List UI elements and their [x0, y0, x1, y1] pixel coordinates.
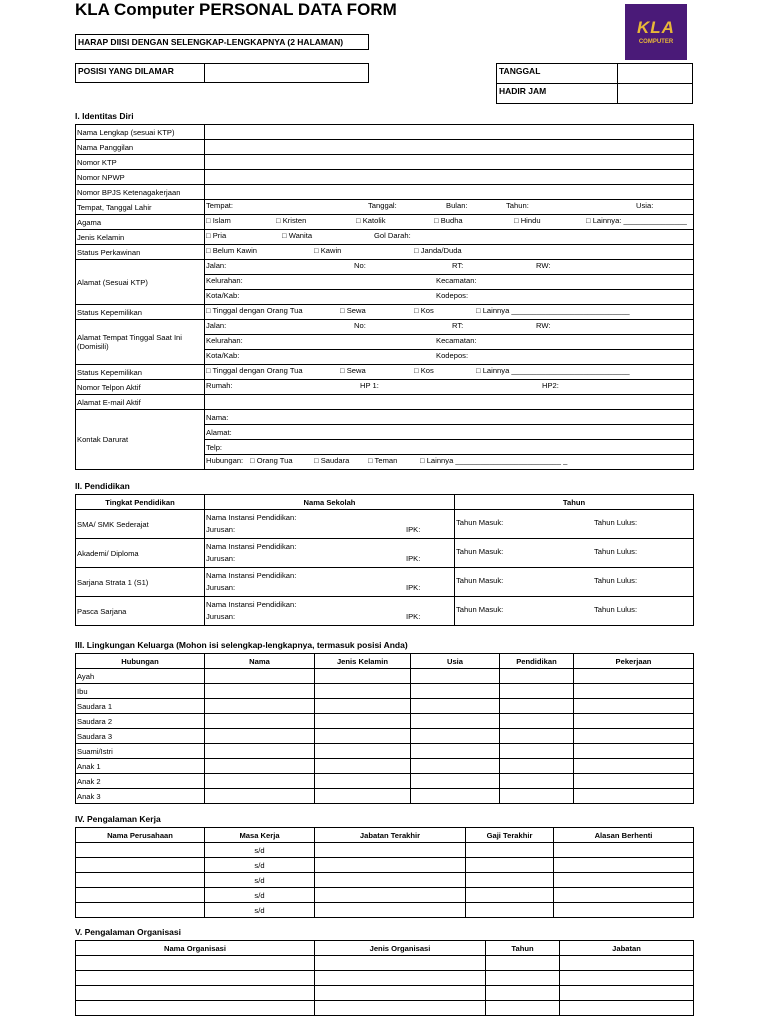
- label-nama-panggilan: Nama Panggilan: [76, 140, 205, 155]
- family-cell-input[interactable]: [205, 669, 315, 684]
- tahun-masuk-label: Tahun Masuk:: [456, 547, 504, 556]
- sk2-sewa-checkbox[interactable]: □ Sewa: [340, 366, 366, 375]
- kodepos-label: Kodepos:: [436, 351, 469, 360]
- family-cell-input[interactable]: [500, 684, 574, 699]
- work-gaji-input[interactable]: [466, 873, 554, 888]
- input-nomor-ktp[interactable]: [205, 155, 694, 170]
- family-cell-input[interactable]: [500, 759, 574, 774]
- edu-jurusan-input[interactable]: [205, 582, 455, 597]
- kelurahan-label: Kelurahan:: [206, 336, 243, 345]
- org-tahun-input[interactable]: [486, 986, 560, 1001]
- table-row: [76, 903, 694, 918]
- col-jenis-kelamin: Jenis Kelamin: [315, 654, 411, 669]
- section-pendidikan-title: II. Pendidikan: [75, 481, 130, 491]
- kelurahan-label: Kelurahan:: [206, 276, 243, 285]
- kota-label: Kota/Kab:: [206, 351, 240, 360]
- tahun-masuk-label: Tahun Masuk:: [456, 576, 504, 585]
- work-jabatan-input[interactable]: [315, 903, 466, 918]
- sk2-kos-checkbox[interactable]: □ Kos: [414, 366, 434, 375]
- hp2-label: HP2:: [542, 381, 559, 390]
- posisi-input[interactable]: [204, 63, 369, 83]
- family-cell-input[interactable]: [315, 774, 411, 789]
- edu-jurusan-input[interactable]: [205, 524, 455, 539]
- edu-jurusan-input[interactable]: [205, 611, 455, 626]
- label-nomor-bpjs: Nomor BPJS Ketenagakerjaan: [76, 185, 205, 200]
- family-cell-input[interactable]: [205, 729, 315, 744]
- family-cell-input[interactable]: [574, 699, 694, 714]
- jurusan-label: Jurusan:: [206, 583, 236, 592]
- input-kd-telp[interactable]: Telp:: [205, 440, 694, 455]
- family-cell-input[interactable]: [411, 714, 500, 729]
- table-row: [76, 669, 694, 684]
- family-cell-input[interactable]: [574, 714, 694, 729]
- work-company-input[interactable]: [76, 858, 205, 873]
- tanggal-label: TANGGAL: [496, 63, 618, 84]
- family-cell-input[interactable]: [574, 774, 694, 789]
- family-cell-input[interactable]: [411, 669, 500, 684]
- input-status-perkawinan[interactable]: [205, 245, 694, 260]
- org-nama-input[interactable]: [76, 956, 315, 971]
- input-nomor-telpon[interactable]: [205, 380, 694, 395]
- family-relation: Ayah: [76, 669, 205, 684]
- sk-sewa-checkbox[interactable]: □ Sewa: [340, 306, 366, 315]
- col-pekerjaan: Pekerjaan: [574, 654, 694, 669]
- input-status-kepemilikan-domisili[interactable]: [205, 365, 694, 380]
- input-kd-hubungan[interactable]: [205, 455, 694, 470]
- label-jenis-kelamin: Jenis Kelamin: [76, 230, 205, 245]
- instruction-box: HARAP DIISI DENGAN SELENGKAP-LENGKAPNYA (2 HALAMAN): [75, 34, 369, 50]
- sk2-lainnya-checkbox[interactable]: □ Lainnya ____________________________: [476, 366, 630, 375]
- table-row: [76, 858, 694, 873]
- label-status-perkawinan: Status Perkawinan: [76, 245, 205, 260]
- input-status-kepemilikan-ktp[interactable]: [205, 305, 694, 320]
- table-row: [76, 1001, 694, 1016]
- table-row: [76, 986, 694, 1001]
- input-email[interactable]: [205, 395, 694, 410]
- family-cell-input[interactable]: [574, 759, 694, 774]
- edu-instansi-input[interactable]: Nama Instansi Pendidikan:: [205, 539, 455, 554]
- hadir-input[interactable]: [617, 83, 693, 104]
- ttl-tempat: Tempat:: [206, 201, 234, 210]
- label-nomor-ktp: Nomor KTP: [76, 155, 205, 170]
- work-masa-input[interactable]: s/d: [205, 858, 315, 873]
- input-nama-panggilan[interactable]: [205, 140, 694, 155]
- org-jabatan-input[interactable]: [560, 956, 694, 971]
- col-usia: Usia: [411, 654, 500, 669]
- family-cell-input[interactable]: [205, 684, 315, 699]
- work-masa-input[interactable]: s/d: [205, 888, 315, 903]
- org-tahun-input[interactable]: [486, 1001, 560, 1016]
- tahun-masuk-label: Tahun Masuk:: [456, 605, 504, 614]
- edu-tahun-input[interactable]: [455, 597, 694, 626]
- col-jabatan-terakhir: Jabatan Terakhir: [315, 828, 466, 843]
- no-label: No:: [354, 321, 366, 330]
- jk-pria-checkbox[interactable]: □ Pria: [206, 231, 227, 240]
- agama-katolik-checkbox[interactable]: □ Katolik: [356, 216, 386, 225]
- form-title: KLA Computer PERSONAL DATA FORM: [75, 0, 397, 19]
- family-cell-input[interactable]: [315, 714, 411, 729]
- col-pendidikan: Pendidikan: [500, 654, 574, 669]
- col-tingkat: Tingkat Pendidikan: [76, 495, 205, 510]
- table-row: [76, 888, 694, 903]
- input-kd-alamat[interactable]: Alamat:: [205, 425, 694, 440]
- org-jabatan-input[interactable]: [560, 1001, 694, 1016]
- col-jabatan: Jabatan: [560, 941, 694, 956]
- logo-subtext: COMPUTER: [638, 39, 674, 45]
- org-tahun-input[interactable]: [486, 956, 560, 971]
- label-alamat-domisili: Alamat Tempat Tinggal Saat Ini (Domisili): [76, 320, 205, 365]
- jurusan-label: Jurusan:: [206, 554, 236, 563]
- tahun-lulus-label: Tahun Lulus:: [594, 576, 638, 585]
- family-cell-input[interactable]: [500, 714, 574, 729]
- section-kerja-title: IV. Pengalaman Kerja: [75, 814, 161, 824]
- family-cell-input[interactable]: [411, 759, 500, 774]
- org-nama-input[interactable]: [76, 1001, 315, 1016]
- ttl-usia: Usia:: [636, 201, 654, 210]
- col-alasan-berhenti: Alasan Berhenti: [554, 828, 694, 843]
- work-gaji-input[interactable]: [466, 843, 554, 858]
- rumah-label: Rumah:: [206, 381, 233, 390]
- ttl-bulan: Bulan:: [446, 201, 468, 210]
- hp1-label: HP 1:: [360, 381, 379, 390]
- work-alasan-input[interactable]: [554, 903, 694, 918]
- family-cell-input[interactable]: [500, 669, 574, 684]
- family-cell-input[interactable]: [500, 699, 574, 714]
- work-masa-input[interactable]: s/d: [205, 903, 315, 918]
- col-nama-organisasi: Nama Organisasi: [76, 941, 315, 956]
- label-kontak-darurat: Kontak Darurat: [76, 410, 205, 470]
- family-cell-input[interactable]: [411, 699, 500, 714]
- family-cell-input[interactable]: [315, 744, 411, 759]
- edu-tahun-input[interactable]: [455, 510, 694, 539]
- col-nama-sekolah: Nama Sekolah: [205, 495, 455, 510]
- family-relation: Anak 1: [76, 759, 205, 774]
- work-gaji-input[interactable]: [466, 858, 554, 873]
- family-relation: Saudara 1: [76, 699, 205, 714]
- family-cell-input[interactable]: [500, 789, 574, 804]
- work-company-input[interactable]: [76, 873, 205, 888]
- sk-kos-checkbox[interactable]: □ Kos: [414, 306, 434, 315]
- work-gaji-input[interactable]: [466, 888, 554, 903]
- work-alasan-input[interactable]: [554, 858, 694, 873]
- family-cell-input[interactable]: [315, 729, 411, 744]
- logo-text: KLA: [637, 18, 675, 37]
- section-keluarga-title: III. Lingkungan Keluarga (Mohon isi selengkap-lengkapnya, termasuk posisi Anda): [75, 640, 408, 650]
- table-row: [76, 714, 694, 729]
- input-alamat-ktp-jalan[interactable]: [205, 260, 694, 275]
- ipk-label: IPK:: [406, 554, 421, 563]
- family-cell-input[interactable]: [315, 699, 411, 714]
- org-nama-input[interactable]: [76, 986, 315, 1001]
- input-kd-nama[interactable]: Nama:: [205, 410, 694, 425]
- family-cell-input[interactable]: [411, 774, 500, 789]
- family-cell-input[interactable]: [500, 774, 574, 789]
- work-masa-input[interactable]: s/d: [205, 843, 315, 858]
- work-jabatan-input[interactable]: [315, 873, 466, 888]
- rt-label: RT:: [452, 261, 464, 270]
- jk-wanita-checkbox[interactable]: □ Wanita: [282, 231, 313, 240]
- edu-level: Sarjana Strata 1 (S1): [76, 568, 205, 597]
- hubungan-label: Hubungan:: [206, 456, 244, 465]
- edu-tahun-input[interactable]: [455, 539, 694, 568]
- work-jabatan-input[interactable]: [315, 888, 466, 903]
- jurusan-label: Jurusan:: [206, 612, 236, 621]
- sk2-ortu-checkbox[interactable]: □ Tinggal dengan Orang Tua: [206, 366, 303, 375]
- section-identitas-title: I. Identitas Diri: [75, 111, 134, 121]
- work-alasan-input[interactable]: [554, 843, 694, 858]
- family-relation: Saudara 2: [76, 714, 205, 729]
- ipk-label: IPK:: [406, 583, 421, 592]
- rw-label: RW:: [536, 321, 551, 330]
- col-masa-kerja: Masa Kerja: [205, 828, 315, 843]
- table-row: [76, 744, 694, 759]
- edu-level: SMA/ SMK Sederajat: [76, 510, 205, 539]
- family-cell-input[interactable]: [411, 729, 500, 744]
- table-row: [76, 729, 694, 744]
- table-row: [76, 699, 694, 714]
- ttl-tahun: Tahun:: [506, 201, 529, 210]
- work-gaji-input[interactable]: [466, 903, 554, 918]
- kla-logo: [625, 4, 687, 60]
- col-tahun: Tahun: [455, 495, 694, 510]
- keluarga-table: [75, 653, 694, 804]
- family-cell-input[interactable]: [205, 774, 315, 789]
- label-nomor-npwp: Nomor NPWP: [76, 170, 205, 185]
- col-nama: Nama: [205, 654, 315, 669]
- ipk-label: IPK:: [406, 612, 421, 621]
- table-row: [76, 774, 694, 789]
- family-cell-input[interactable]: [315, 669, 411, 684]
- input-domisili-kota[interactable]: [205, 350, 694, 365]
- family-relation: Anak 2: [76, 774, 205, 789]
- label-nomor-telpon: Nomor Telpon Aktif: [76, 380, 205, 395]
- pendidikan-table: [75, 494, 694, 626]
- kd-teman-checkbox[interactable]: □ Teman: [368, 456, 398, 465]
- family-cell-input[interactable]: [205, 714, 315, 729]
- edu-instansi-input[interactable]: Nama Instansi Pendidikan:: [205, 568, 455, 583]
- kerja-table: [75, 827, 694, 918]
- edu-tahun-input[interactable]: [455, 568, 694, 597]
- tahun-lulus-label: Tahun Lulus:: [594, 518, 638, 527]
- sk-lainnya-checkbox[interactable]: □ Lainnya ____________________________: [476, 306, 630, 315]
- identitas-table: [75, 124, 694, 470]
- family-cell-input[interactable]: [205, 744, 315, 759]
- agama-kristen-checkbox[interactable]: □ Kristen: [276, 216, 307, 225]
- agama-budha-checkbox[interactable]: □ Budha: [434, 216, 463, 225]
- col-nama-perusahaan: Nama Perusahaan: [76, 828, 205, 843]
- input-alamat-ktp-kota[interactable]: [205, 290, 694, 305]
- input-alamat-ktp-kelurahan[interactable]: [205, 275, 694, 290]
- posisi-label: POSISI YANG DILAMAR: [75, 63, 205, 83]
- family-cell-input[interactable]: [411, 744, 500, 759]
- family-cell-input[interactable]: [500, 744, 574, 759]
- jalan-label: Jalan:: [206, 261, 227, 270]
- tanggal-input[interactable]: [617, 63, 693, 84]
- input-nomor-bpjs[interactable]: [205, 185, 694, 200]
- family-cell-input[interactable]: [411, 684, 500, 699]
- label-alamat-ktp: Alamat (Sesuai KTP): [76, 260, 205, 305]
- family-cell-input[interactable]: [574, 789, 694, 804]
- work-alasan-input[interactable]: [554, 873, 694, 888]
- hadir-label: HADIR JAM: [496, 83, 618, 104]
- org-tahun-input[interactable]: [486, 971, 560, 986]
- kecamatan-label: Kecamatan:: [436, 276, 477, 285]
- work-masa-input[interactable]: s/d: [205, 873, 315, 888]
- label-ttl: Tempat, Tanggal Lahir: [76, 200, 205, 215]
- family-cell-input[interactable]: [411, 789, 500, 804]
- edu-instansi-input[interactable]: Nama Instansi Pendidikan:: [205, 510, 455, 525]
- org-jabatan-input[interactable]: [560, 986, 694, 1001]
- family-cell-input[interactable]: [574, 669, 694, 684]
- input-domisili-kelurahan[interactable]: [205, 335, 694, 350]
- family-cell-input[interactable]: [315, 759, 411, 774]
- ttl-tanggal: Tanggal:: [368, 201, 397, 210]
- family-cell-input[interactable]: [205, 759, 315, 774]
- sp-janda-duda-checkbox[interactable]: □ Janda/Duda: [414, 246, 462, 255]
- table-row: [76, 789, 694, 804]
- table-row: [76, 971, 694, 986]
- col-hubungan: Hubungan: [76, 654, 205, 669]
- tahun-lulus-label: Tahun Lulus:: [594, 547, 638, 556]
- family-relation: Suami/Istri: [76, 744, 205, 759]
- org-nama-input[interactable]: [76, 971, 315, 986]
- input-agama[interactable]: [205, 215, 694, 230]
- sp-kawin-checkbox[interactable]: □ Kawin: [314, 246, 342, 255]
- kd-saudara-checkbox[interactable]: □ Saudara: [314, 456, 350, 465]
- org-jabatan-input[interactable]: [560, 971, 694, 986]
- agama-lainnya-checkbox[interactable]: □ Lainnya: _______________: [586, 216, 687, 225]
- family-cell-input[interactable]: [315, 684, 411, 699]
- col-jenis-organisasi: Jenis Organisasi: [315, 941, 486, 956]
- input-domisili-jalan[interactable]: [205, 320, 694, 335]
- jalan-label: Jalan:: [206, 321, 227, 330]
- rw-label: RW:: [536, 261, 551, 270]
- edu-level: Pasca Sarjana: [76, 597, 205, 626]
- label-email: Alamat E-mail Aktif: [76, 395, 205, 410]
- work-company-input[interactable]: [76, 903, 205, 918]
- table-row: [76, 956, 694, 971]
- org-jenis-input[interactable]: [315, 956, 486, 971]
- org-jenis-input[interactable]: [315, 986, 486, 1001]
- agama-islam-checkbox[interactable]: □ Islam: [206, 216, 231, 225]
- label-agama: Agama: [76, 215, 205, 230]
- org-jenis-input[interactable]: [315, 1001, 486, 1016]
- organisasi-table: [75, 940, 694, 1016]
- family-cell-input[interactable]: [205, 789, 315, 804]
- family-cell-input[interactable]: [574, 729, 694, 744]
- section-organisasi-title: V. Pengalaman Organisasi: [75, 927, 181, 937]
- work-jabatan-input[interactable]: [315, 858, 466, 873]
- kecamatan-label: Kecamatan:: [436, 336, 477, 345]
- edu-jurusan-input[interactable]: [205, 553, 455, 568]
- agama-hindu-checkbox[interactable]: □ Hindu: [514, 216, 541, 225]
- label-status-kepemilikan-domisili: Status Kepemilikan: [76, 365, 205, 380]
- kodepos-label: Kodepos:: [436, 291, 469, 300]
- work-company-input[interactable]: [76, 843, 205, 858]
- work-alasan-input[interactable]: [554, 888, 694, 903]
- table-row: [76, 843, 694, 858]
- work-company-input[interactable]: [76, 888, 205, 903]
- input-nomor-npwp[interactable]: [205, 170, 694, 185]
- ipk-label: IPK:: [406, 525, 421, 534]
- col-gaji-terakhir: Gaji Terakhir: [466, 828, 554, 843]
- kd-lainnya-checkbox[interactable]: □ Lainnya _________________________ _: [420, 456, 568, 465]
- sk-ortu-checkbox[interactable]: □ Tinggal dengan Orang Tua: [206, 306, 303, 315]
- org-jenis-input[interactable]: [315, 971, 486, 986]
- input-ttl[interactable]: [205, 200, 694, 215]
- kd-ortu-checkbox[interactable]: □ Orang Tua: [250, 456, 293, 465]
- edu-instansi-input[interactable]: Nama Instansi Pendidikan:: [205, 597, 455, 612]
- work-jabatan-input[interactable]: [315, 843, 466, 858]
- edu-level: Akademi/ Diploma: [76, 539, 205, 568]
- table-row: [76, 873, 694, 888]
- family-relation: Anak 3: [76, 789, 205, 804]
- family-cell-input[interactable]: [315, 789, 411, 804]
- kota-label: Kota/Kab:: [206, 291, 240, 300]
- input-nama-lengkap[interactable]: [205, 125, 694, 140]
- no-label: No:: [354, 261, 366, 270]
- col-org-tahun: Tahun: [486, 941, 560, 956]
- tahun-lulus-label: Tahun Lulus:: [594, 605, 638, 614]
- label-nama-lengkap: Nama Lengkap (sesuai KTP): [76, 125, 205, 140]
- table-row: [76, 759, 694, 774]
- family-relation: Ibu: [76, 684, 205, 699]
- family-relation: Saudara 3: [76, 729, 205, 744]
- jurusan-label: Jurusan:: [206, 525, 236, 534]
- rt-label: RT:: [452, 321, 464, 330]
- gol-darah-label: Gol Darah:: [374, 231, 411, 240]
- family-cell-input[interactable]: [205, 699, 315, 714]
- family-cell-input[interactable]: [574, 684, 694, 699]
- input-jenis-kelamin[interactable]: [205, 230, 694, 245]
- sp-belum-kawin-checkbox[interactable]: □ Belum Kawin: [206, 246, 258, 255]
- table-row: [76, 684, 694, 699]
- tahun-masuk-label: Tahun Masuk:: [456, 518, 504, 527]
- label-status-kepemilikan-ktp: Status Kepemilikan: [76, 305, 205, 320]
- family-cell-input[interactable]: [574, 744, 694, 759]
- family-cell-input[interactable]: [500, 729, 574, 744]
